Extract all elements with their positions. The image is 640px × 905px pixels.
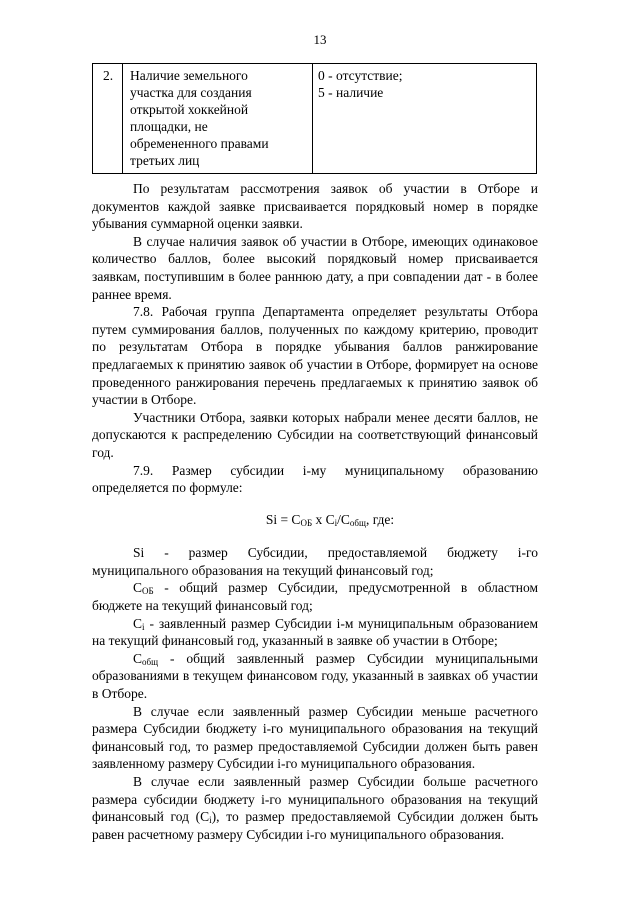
paragraph: 7.8. Рабочая группа Департамента определяет результаты Отбора путем суммирования баллов, полученных по каждому критерию, проводит по результатам Отбора в порядке убывания баллов ранжирование предлагаемых к принятию заявок об участии в Отборе, формирует на основе проведенного ранжирования перечень предлагаемых к принятию заявок об участии в Отборе. <box>92 304 538 408</box>
criterion-name <box>123 64 313 174</box>
score-line: 0 - отсутствие; <box>318 68 403 83</box>
paragraph: Участники Отбора, заявки которых набрали менее десяти баллов, не допускаются к распределению Субсидии на соответствующий финансовый год. <box>92 409 538 460</box>
symbol-subscript: общ <box>142 656 159 667</box>
paragraph <box>92 773 538 843</box>
formula-part: /C <box>337 511 350 527</box>
paragraph: 7.9. Размер субсидии i-му муниципальному образованию определяется по формуле: <box>92 462 538 496</box>
criterion-score <box>313 64 537 174</box>
criterion-line: третьих лиц <box>130 153 200 168</box>
formula-subscript: ОБ <box>300 517 313 528</box>
formula-subscript: общ <box>349 517 366 528</box>
formula-part: x C <box>312 511 335 527</box>
symbol-subscript: ОБ <box>142 586 154 597</box>
definition-text: - общий заявленный размер Субсидии муниципальными образованиями в текущем финансовом году, указанный в заявках об участии в Отборе. <box>92 650 538 702</box>
paragraph: В случае если заявленный размер Субсидии меньше расчетного размера Субсидии бюджету i-го муниципального образования на текущий финансовый год, то размер предоставляемой Субсидии должен быть равен заявленному размеру Субсидии i-го муниципального образования. <box>92 703 538 772</box>
criterion-line: Наличие земельного <box>130 68 248 83</box>
formula-subscript: i <box>334 517 338 528</box>
criterion-line: открытой хоккейной <box>130 102 249 117</box>
criteria-table <box>92 63 537 174</box>
paragraph-text: В случае если заявленный размер Субсидии больше расчетного размера субсидии бюджету i-го муниципального образования на текущий финансовый год (С <box>92 774 538 825</box>
row-number: 2. <box>93 64 123 174</box>
formula-part: , где: <box>365 511 395 527</box>
definition-cob <box>92 579 538 614</box>
definition-ci <box>92 615 538 650</box>
subsidy-formula <box>92 511 538 529</box>
definition-si: Si - размер Субсидии, предоставляемой бюджету i-го муниципального образования на текущий финансовый год; <box>92 545 538 578</box>
definition-text: - общий размер Субсидии, предусмотренной в областном бюджете на текущий финансовый год; <box>92 580 538 614</box>
paragraph: В случае наличия заявок об участии в Отборе, имеющих одинаковое количество баллов, более высокий порядковый номер присваивается заявкам, поступившим в более раннюю дату, а при совпадении дат - в более раннее время. <box>92 233 538 302</box>
document-body <box>92 180 538 843</box>
criterion-line: участка для создания <box>130 85 252 100</box>
score-line: 5 - наличие <box>318 85 384 100</box>
paragraph-text: ), то размер предоставляемой Субсидии должен быть равен расчетному размеру Субсидии i-го муниципального образования. <box>92 809 538 842</box>
table-row <box>93 64 537 174</box>
symbol: С <box>133 615 143 631</box>
definition-text: - заявленный размер Субсидии i-м муниципальным образованием на текущий финансовый год, указанный в заявке об участии в Отборе; <box>92 615 538 649</box>
symbol-subscript: i <box>142 621 145 632</box>
symbol-subscript: i <box>209 815 212 826</box>
formula-part: Si = C <box>265 511 301 527</box>
criterion-line: обремененного правами <box>130 136 269 151</box>
definition-cobsh <box>92 650 538 703</box>
criterion-line: площадки, не <box>130 119 208 134</box>
paragraph: По результатам рассмотрения заявок об участии в Отборе и документов каждой заявке присваивается порядковый номер в порядке убывания суммарной оценки заявки. <box>92 181 538 232</box>
symbol: С <box>133 580 143 596</box>
symbol: С <box>133 650 143 666</box>
page-number: 13 <box>313 32 327 47</box>
